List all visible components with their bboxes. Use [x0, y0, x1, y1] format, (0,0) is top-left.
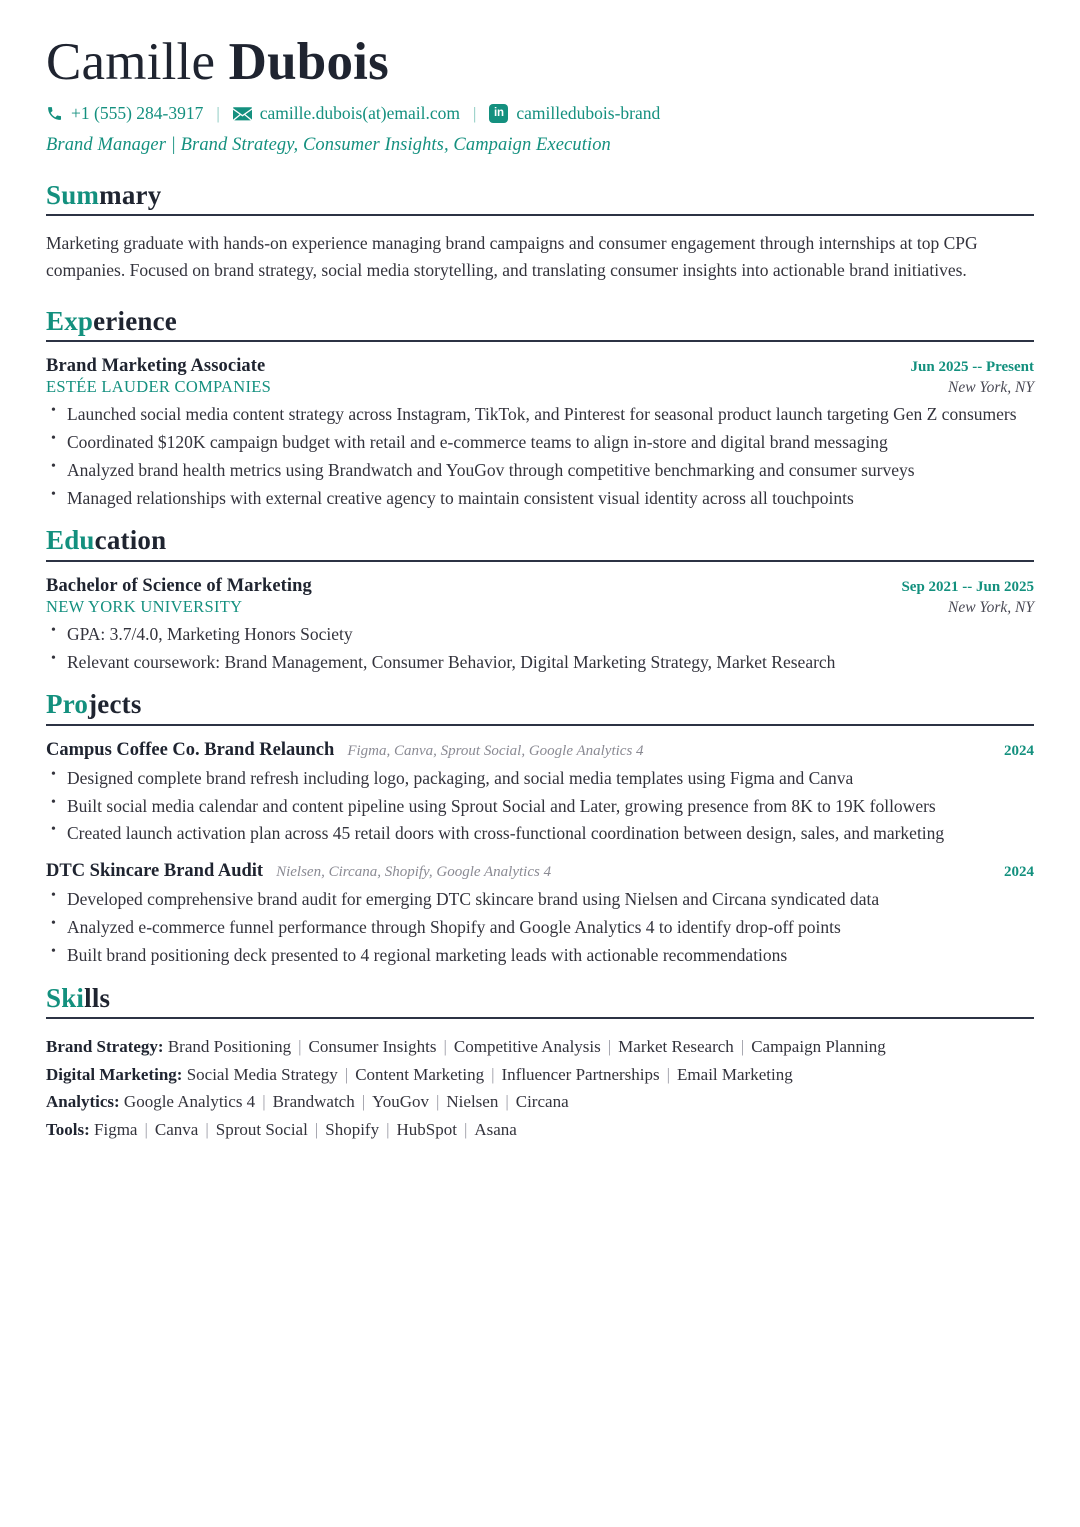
- skill-separator: |: [607, 1037, 612, 1057]
- section-title-accent: Ski: [46, 983, 85, 1014]
- section-title-education: [46, 525, 1034, 555]
- section-divider: [46, 1017, 1034, 1019]
- skill-separator: |: [205, 1119, 209, 1139]
- skill-item: Canva: [154, 1119, 199, 1139]
- skill-separator: |: [144, 1119, 148, 1139]
- skill-item: Asana: [474, 1119, 517, 1139]
- section-education: [46, 525, 1034, 675]
- linkedin-badge-text: in: [489, 104, 508, 123]
- project-year: 2024: [1004, 742, 1034, 759]
- section-title-rest: lls: [84, 983, 111, 1014]
- entry-date-range: Sep 2021 -- Jun 2025: [901, 578, 1034, 595]
- contact-email-label: camille.dubois(at)email.com: [259, 103, 460, 124]
- skill-separator: |: [344, 1064, 349, 1084]
- organization-name: NEW YORK UNIVERSITY: [46, 596, 243, 616]
- skill-separator: |: [740, 1037, 745, 1057]
- entry-location: New York, NY: [948, 598, 1034, 616]
- skill-category-label: Analytics:: [46, 1092, 120, 1112]
- experience-entries: [46, 356, 1034, 512]
- bullet-item: • Designed complete brand refresh including logo, packaging, and social media templates using Figma and Canva: [46, 766, 1034, 792]
- project-header: [46, 861, 1034, 882]
- contact-linkedin[interactable]: [489, 103, 660, 124]
- job-entry: [46, 356, 1034, 512]
- section-divider: [46, 214, 1034, 216]
- skill-separator: |: [436, 1092, 440, 1112]
- entry-sub-row: [46, 377, 1034, 397]
- skill-item: YouGov: [372, 1092, 429, 1112]
- skill-item: Sprout Social: [215, 1119, 308, 1139]
- skill-separator: |: [491, 1064, 495, 1084]
- organization-name: ESTÉE LAUDER COMPANIES: [46, 376, 272, 396]
- project-name: DTC Skincare Brand Audit: [46, 861, 264, 882]
- section-title-summary: [46, 180, 1034, 210]
- skill-item: Content Marketing: [355, 1064, 485, 1084]
- project-header: [46, 740, 1034, 761]
- bullet-item: • GPA: 3.7/4.0, Marketing Honors Society: [46, 622, 1034, 648]
- skill-separator: |: [463, 1119, 468, 1139]
- linkedin-icon: [489, 104, 508, 123]
- project-year: 2024: [1004, 864, 1034, 881]
- section-title-rest: erience: [93, 305, 177, 336]
- skills-rows: [46, 1033, 1034, 1143]
- skill-item: Nielsen: [446, 1092, 499, 1112]
- skill-item: Market Research: [618, 1037, 734, 1057]
- skill-separator: |: [505, 1092, 509, 1112]
- section-title-rest: mary: [99, 180, 162, 211]
- bullet-item: • Coordinated $120K campaign budget with retail and e-commerce teams to align in-store and digital brand messaging: [46, 430, 1034, 456]
- entry-title-row: [46, 356, 1034, 377]
- section-experience: [46, 306, 1034, 512]
- project-name: Campus Coffee Co. Brand Relaunch: [46, 739, 335, 760]
- bullet-item: • Built brand positioning deck presented to 4 regional marketing leads with actionable recommendations: [46, 943, 1034, 969]
- entry-sub-row: [46, 597, 1034, 617]
- project-tech-stack: Nielsen, Circana, Shopify, Google Analytics 4: [276, 864, 552, 881]
- skill-item: Competitive Analysis: [453, 1037, 601, 1057]
- skill-row: [46, 1088, 1034, 1116]
- section-divider: [46, 340, 1034, 342]
- project-title-group: [46, 861, 551, 882]
- skill-item: Email Marketing: [677, 1064, 793, 1084]
- section-title-experience: [46, 306, 1034, 336]
- contact-separator: |: [216, 103, 220, 123]
- bullet-item: • Created launch activation plan across 45 retail doors with cross-functional coordination between design, sales, and marketing: [46, 821, 1034, 847]
- entry-title-row: [46, 576, 1034, 597]
- skill-separator: |: [314, 1119, 319, 1139]
- bullet-list: [46, 402, 1034, 512]
- bullet-list: [46, 887, 1034, 969]
- skill-separator: |: [386, 1119, 390, 1139]
- bullet-item: • Managed relationships with external creative agency to maintain consistent visual identity across all touchpoints: [46, 486, 1034, 512]
- section-divider: [46, 560, 1034, 562]
- skill-row: [46, 1061, 1034, 1089]
- email-icon: [233, 107, 252, 121]
- first-name: Camille: [46, 33, 216, 91]
- skill-item: Brand Positioning: [167, 1037, 292, 1057]
- section-title-accent: Edu: [46, 525, 95, 556]
- project-entries: [46, 740, 1034, 969]
- degree-title: Bachelor of Science of Marketing: [46, 575, 312, 596]
- last-name: Dubois: [228, 33, 389, 91]
- contact-phone-label: +1 (555) 284-3917: [71, 103, 204, 124]
- education-entries: [46, 576, 1034, 676]
- skill-category-label: Digital Marketing:: [46, 1064, 183, 1084]
- contact-phone[interactable]: [46, 103, 203, 124]
- bullet-list: [46, 622, 1034, 676]
- phone-icon: [46, 105, 63, 122]
- contact-linkedin-label: camilledubois-brand: [516, 103, 661, 124]
- bullet-list: [46, 766, 1034, 848]
- project-tech-stack: Figma, Canva, Sprout Social, Google Analytics 4: [347, 742, 644, 759]
- skill-item: Social Media Strategy: [186, 1064, 338, 1084]
- skill-separator: |: [262, 1092, 266, 1112]
- skill-separator: |: [298, 1037, 302, 1057]
- professional-tagline: Brand Manager | Brand Strategy, Consumer Insights, Campaign Execution: [46, 135, 611, 156]
- project-entry: [46, 861, 1034, 969]
- contact-list: [46, 103, 1034, 124]
- section-title-skills: [46, 983, 1034, 1013]
- education-entry: [46, 576, 1034, 676]
- section-projects: [46, 689, 1034, 969]
- job-title: Brand Marketing Associate: [46, 355, 266, 376]
- skill-item: Circana: [515, 1092, 569, 1112]
- section-summary: [46, 180, 1034, 283]
- bullet-item: • Analyzed brand health metrics using Brandwatch and YouGov through competitive benchmarking and consumer surveys: [46, 458, 1034, 484]
- bullet-item: • Relevant coursework: Brand Management, Consumer Behavior, Digital Marketing Strategy, Market Research: [46, 650, 1034, 676]
- bullet-item: • Launched social media content strategy across Instagram, TikTok, and Pinterest for seasonal product launch targeting Gen Z consumers: [46, 402, 1034, 428]
- section-title-accent: Exp: [46, 305, 94, 336]
- project-title-group: [46, 740, 644, 761]
- skill-item: Influencer Partnerships: [501, 1064, 660, 1084]
- skill-item: Google Analytics 4: [123, 1092, 256, 1112]
- skill-item: Shopify: [325, 1119, 380, 1139]
- skill-item: Consumer Insights: [308, 1037, 437, 1057]
- section-title-rest: jects: [88, 689, 142, 720]
- skill-item: HubSpot: [396, 1119, 457, 1139]
- resume-header: [46, 34, 1034, 156]
- contact-separator: |: [472, 103, 477, 123]
- skill-item: Campaign Planning: [751, 1037, 886, 1057]
- bullet-item: • Developed comprehensive brand audit for emerging DTC skincare brand using Nielsen and Circana syndicated data: [46, 887, 1034, 913]
- skill-row: [46, 1033, 1034, 1061]
- contact-email[interactable]: [233, 103, 460, 124]
- skill-separator: |: [666, 1064, 671, 1084]
- skill-separator: |: [361, 1092, 366, 1112]
- project-entry: [46, 740, 1034, 848]
- skill-item: Brandwatch: [272, 1092, 355, 1112]
- skill-category-label: Brand Strategy:: [46, 1037, 164, 1057]
- bullet-item: • Built social media calendar and content pipeline using Sprout Social and Later, growing presence from 8K to 19K followers: [46, 794, 1034, 820]
- skill-category-label: Tools:: [46, 1119, 90, 1139]
- section-title-accent: Pro: [46, 689, 89, 720]
- entry-location: New York, NY: [948, 378, 1034, 396]
- section-title-projects: [46, 689, 1034, 719]
- section-divider: [46, 724, 1034, 726]
- bullet-item: • Analyzed e-commerce funnel performance through Shopify and Google Analytics 4 to identify drop-off points: [46, 915, 1034, 941]
- section-skills: [46, 983, 1034, 1143]
- section-title-rest: cation: [94, 525, 167, 556]
- page-title: [46, 34, 1034, 91]
- skill-item: Figma: [94, 1119, 138, 1139]
- summary-text: Marketing graduate with hands-on experience managing brand campaigns and consumer engagement through internships at top CPG companies. Focused on brand strategy, social media storytelling, and translating consumer insights into actionable brand initiatives.: [46, 233, 978, 281]
- entry-date-range: Jun 2025 -- Present: [910, 358, 1034, 375]
- section-title-accent: Sum: [46, 180, 100, 211]
- skill-row: [46, 1116, 1034, 1144]
- skill-separator: |: [443, 1037, 447, 1057]
